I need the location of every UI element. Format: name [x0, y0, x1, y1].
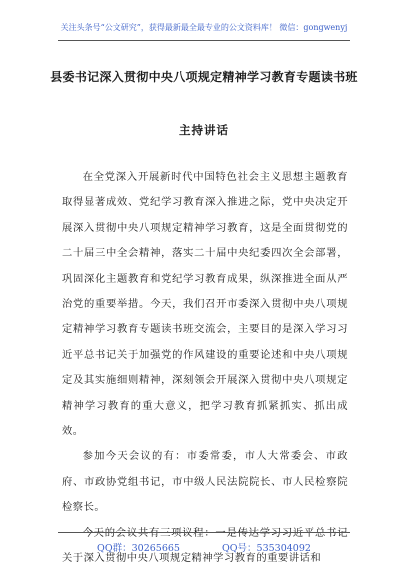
document-body: [62, 165, 348, 572]
document-subtitle: 主持讲话: [179, 123, 229, 137]
paragraph-2: 参加今天会议的有：市委常委，市人大常委会、市政府、市政协党组书记，市中级人民法院院长、市人民检察院检察长。: [62, 450, 348, 514]
paragraph-3: 今天的会议共有三项议程：一是传达学习习近平总书记关于深入贯彻中央八项规定精神学习教育的重要讲话和: [62, 526, 348, 565]
footer: [0, 540, 408, 554]
header-divider: [58, 40, 350, 41]
header-note: 关注头条号“公文研究”，获得最新最全最专业的公文资料库！ 微信：gongwenyj: [60, 23, 348, 32]
footer-qq-group: QQ群：30265665: [97, 543, 180, 554]
footer-qq-number: QQ号：535304092: [221, 543, 311, 554]
document-title: 县委书记深入贯彻中央八项规定精神学习教育专题读书班: [50, 70, 358, 84]
footer-divider: [58, 532, 350, 533]
paragraph-1: 在全党深入开展新时代中国特色社会主义思想主题教育取得显著成效、党纪学习教育深入推进之际，党中央决定开展深入贯彻中央八项规定精神学习教育，这是全面贯彻党的二十届三中全会精神，落实二十届中央纪委四次全会部署，巩固深化主题教育和党纪学习教育成果，纵深推进全面从严治党的重要举措。今天，我们召开市委深入贯彻中央八项规定精神学习教育专题读书班交流会，主要目的是深入学习习近平总书记关于加强党的作风建设的重要论述和中央八项规定及其实施细则精神，深刻领会开展深入贯彻中央八项规定精神学习教育的重大意义，把学习教育抓紧抓实、抓出成效。: [62, 171, 348, 438]
